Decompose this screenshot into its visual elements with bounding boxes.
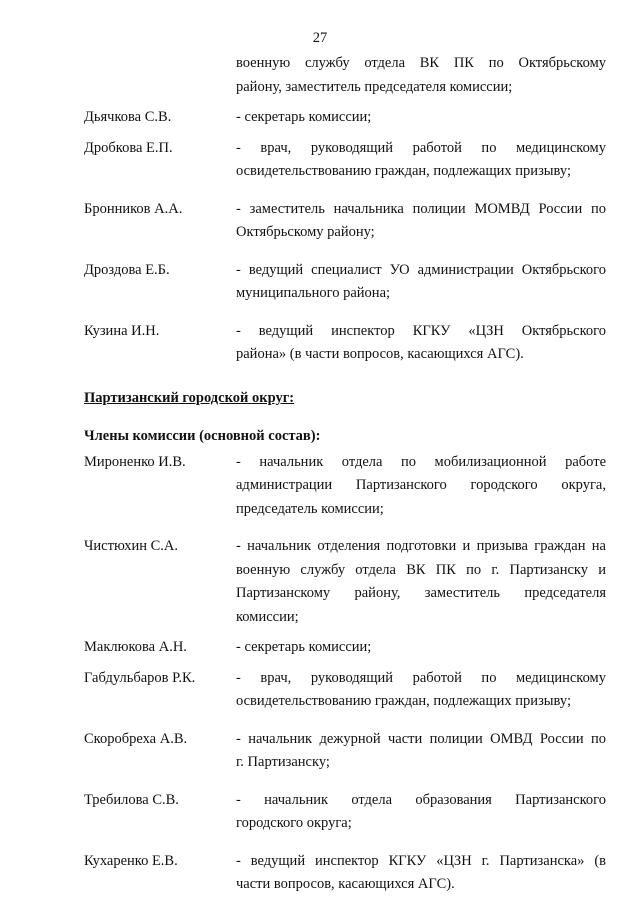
page-number: 27 — [312, 30, 328, 46]
member-role — [236, 451, 606, 522]
member-name: Дьячкова С.В. — [84, 109, 172, 125]
member-role — [236, 728, 606, 775]
description-line: Партизанскому району, заместитель председателя — [236, 585, 606, 601]
description-line: комиссии; — [236, 608, 299, 625]
description-line: освидетельствованию граждан, подлежащих призыву; — [236, 693, 571, 709]
member-entry — [84, 728, 608, 775]
member-role — [236, 535, 606, 629]
member-role — [236, 789, 606, 836]
description-line: району, заместитель председателя комиссии; — [236, 78, 513, 95]
description-line: части вопросов, касающихся АГС). — [236, 876, 455, 892]
member-entry — [84, 198, 608, 245]
description-line: военную службу отдела ВК ПК по г. Партизанску и — [236, 561, 606, 578]
member-name: Бронников А.А. — [84, 200, 183, 217]
description-line: - заместитель начальника полиции МОМВД России по — [236, 200, 606, 217]
member-name: Дробкова Е.П. — [84, 139, 173, 156]
member-role — [236, 667, 606, 714]
description-line: Октябрьскому району; — [236, 224, 375, 240]
document-body — [84, 52, 608, 897]
description-line: городского округа; — [236, 815, 352, 831]
description-line: - начальник дежурной части полиции ОМВД России по — [236, 730, 606, 747]
member-role — [236, 137, 606, 184]
member-name: Кузина И.Н. — [84, 322, 160, 339]
continuation-entry — [84, 52, 608, 99]
member-name: Кухаренко Е.В. — [84, 852, 178, 869]
description-line: военную службу отдела ВК ПК по Октябрьскому — [236, 55, 606, 71]
description-line: муниципального района; — [236, 285, 391, 301]
member-role — [236, 106, 606, 130]
member-role — [236, 198, 606, 245]
member-entry — [84, 535, 608, 629]
member-entry — [84, 137, 608, 184]
member-name: Скоробреха А.В. — [84, 730, 188, 747]
description-line: - секретарь комиссии; — [236, 109, 372, 125]
description-line: - врач, руководящий работой по медицинскому — [236, 669, 606, 686]
entry-description — [236, 52, 606, 99]
member-entry — [84, 636, 608, 660]
member-name: Мироненко И.В. — [84, 453, 186, 470]
member-name: Габдульбаров Р.К. — [84, 669, 196, 686]
section-subtitle: Члены комиссии (основной состав): — [84, 427, 321, 444]
description-line: - врач, руководящий работой по медицинскому — [236, 139, 606, 156]
member-name: Требилова С.В. — [84, 791, 179, 808]
member-entry — [84, 850, 608, 897]
member-name: Дроздова Е.Б. — [84, 261, 170, 278]
entry-name — [84, 52, 236, 99]
description-line: - секретарь комиссии; — [236, 639, 372, 655]
member-entry — [84, 667, 608, 714]
description-line: освидетельствованию граждан, подлежащих призыву; — [236, 163, 571, 179]
member-name: Чистюхин С.А. — [84, 538, 179, 554]
member-role — [236, 259, 606, 306]
member-role — [236, 636, 606, 660]
description-line: администрации Партизанского городского округа, — [236, 477, 606, 493]
member-name: Маклюкова А.Н. — [84, 639, 187, 655]
description-line: - начальник отделения подготовки и призыва граждан на — [236, 538, 606, 554]
section-title: Партизанский городской округ: — [84, 389, 295, 406]
member-entry — [84, 451, 608, 522]
description-line: - ведущий инспектор КГКУ «ЦЗН г. Партизанска» (в — [236, 852, 606, 869]
member-entry — [84, 789, 608, 836]
description-line: - начальник отдела образования Партизанского — [236, 791, 606, 808]
member-role — [236, 850, 606, 897]
description-line: - ведущий специалист УО администрации Октябрьского — [236, 261, 606, 278]
description-line: г. Партизанску; — [236, 754, 330, 770]
description-line: председатель комиссии; — [236, 500, 384, 517]
description-line: - начальник отдела по мобилизационной работе — [236, 453, 606, 470]
member-entry — [84, 106, 608, 130]
description-line: - ведущий инспектор КГКУ «ЦЗН Октябрьского — [236, 322, 606, 339]
member-entry — [84, 259, 608, 306]
member-role — [236, 320, 606, 367]
description-line: района» (в части вопросов, касающихся АГС). — [236, 346, 524, 362]
member-entry — [84, 320, 608, 367]
